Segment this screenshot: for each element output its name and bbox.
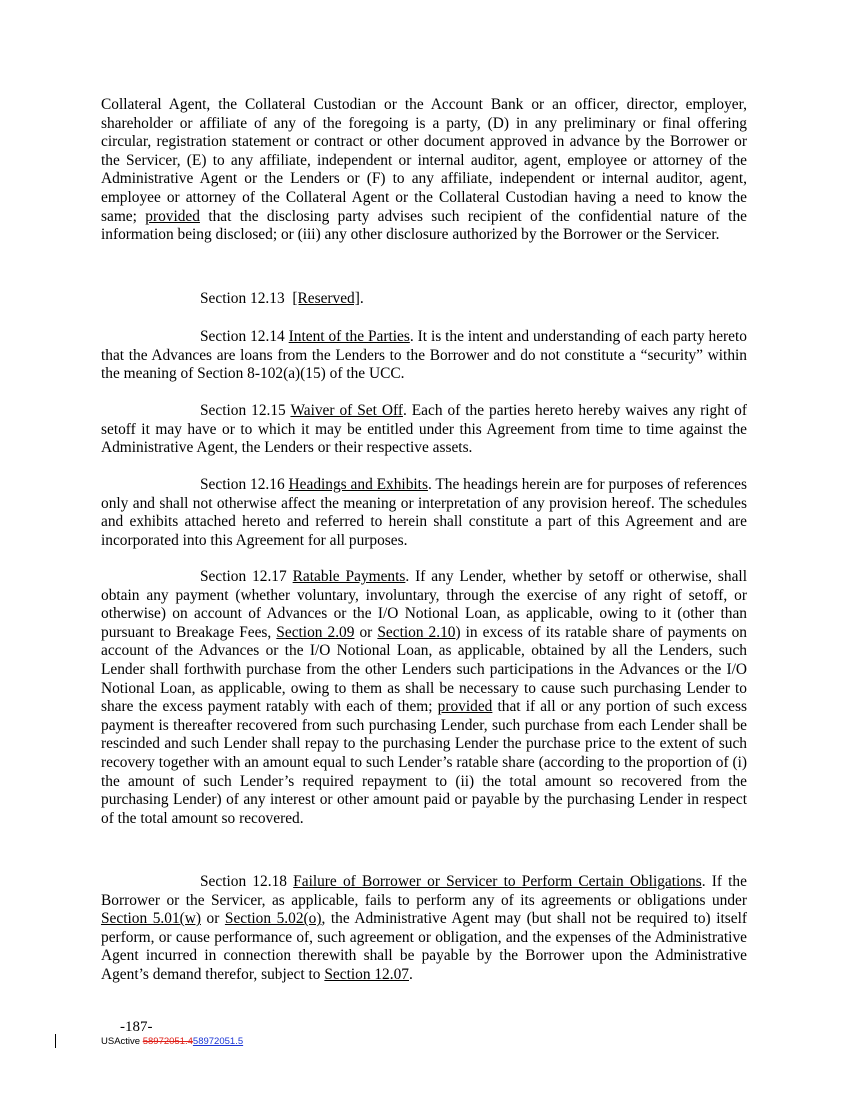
deleted-doc-id: 58972051.4 xyxy=(142,1036,193,1047)
section-heading: Intent of the Parties xyxy=(288,328,410,345)
section-text: , the Administrative Agent may (but shall not be required to) itself perform, or cause performance of, such agreement or obligation, and the expenses of the Administrative Agent incurred in connection therewith shall be payable by the Borrower upon the Administrative Agent’s demand therefor, subject to xyxy=(101,910,747,983)
section-text: . xyxy=(409,965,413,983)
section-12-16 xyxy=(101,476,747,550)
doc-id-prefix: USActive xyxy=(101,1036,143,1047)
section-heading: Headings and Exhibits xyxy=(288,476,428,493)
section-text: or xyxy=(201,910,225,928)
section-reference: Section 12.07 xyxy=(324,965,409,983)
section-reference: Section 5.01(w) xyxy=(101,910,201,928)
continuation-paragraph xyxy=(101,96,747,245)
section-number: Section 12.17 xyxy=(200,568,287,585)
paragraph-text: Collateral Agent, the Collateral Custodian or the Account Bank or an officer, director, employer, shareholder or affiliate of any of the foregoing is a party, (D) in any preliminary or final offering circular, registration statement or contract or other document approved in advance by the Borrower or the Servicer, (E) to any affiliate, independent or internal auditor, agent, employee or attorney of the Administrative Agent or the Lenders or (F) to any affiliate, independent or internal auditor, agent, employee or attorney of the Collateral Agent or the Collateral Custodian having a need to know the same; xyxy=(101,96,747,225)
section-text: . The headings herein are for purposes of references only and shall not otherwise affect the meaning or interpretation of any provision hereof. The schedules and exhibits attached hereto and referred to herein shall constitute a part of this Agreement and are incorporated into this Agreement for all purposes. xyxy=(101,476,747,549)
section-12-14 xyxy=(101,328,747,384)
change-bar xyxy=(55,1034,56,1048)
section-number: Section 12.15 xyxy=(200,402,286,419)
section-number: Section 12.16 xyxy=(200,476,285,493)
section-number: Section 12.13 xyxy=(200,290,285,307)
document-footer xyxy=(101,1036,243,1048)
provided-term: provided xyxy=(437,698,493,716)
section-heading: Failure of Borrower or Servicer to Perform Certain Obligations xyxy=(293,873,702,890)
section-reference: Section 2.09 xyxy=(276,623,355,641)
section-number: Section 12.18 xyxy=(200,873,287,890)
section-heading: Waiver of Set Off xyxy=(290,402,403,419)
section-text: ) in excess of its ratable share of payments on account of the Advances or the I/O Notional Loan, as applicable, obtained by all the Lenders, such Lender shall forthwith purchase from the other Lenders such participations in the Advances or the I/O Notional Loan, as applicable, owing to them as shall be necessary to cause such purchasing Lender to share the excess payment ratably with each of them; xyxy=(101,623,747,716)
section-text: . It is the intent and understanding of each party hereto that the Advances are loans from the Lenders to the Borrower and do not constitute a “security” within the meaning of Section 8-102(a)(15) of the UCC. xyxy=(101,328,747,383)
section-heading: [Reserved] xyxy=(292,290,360,307)
section-12-13 xyxy=(101,290,747,309)
section-text: . If the Borrower or the Servicer, as applicable, fails to perform any of its agreements or obligations under xyxy=(101,873,747,909)
section-12-17 xyxy=(101,568,747,828)
section-text: . xyxy=(359,290,364,307)
section-text: . If any Lender, whether by setoff or otherwise, shall obtain any payment (whether voluntary, involuntary, through the exercise of any right of setoff, or otherwise) on account of Advances or the I/O Notional Loan, as applicable, owing to it (other than pursuant to Breakage Fees, xyxy=(101,568,747,641)
section-text: that if all or any portion of such excess payment is thereafter recovered from such purchasing Lender, such purchase from each Lender shall be rescinded and such Lender shall repay to the purchasing Lender the purchase price to the extent of such recovery together with an amount equal to such Lender’s ratable share (according to the proportion of (i) the amount of such Lender’s required repayment to (ii) the total amount so recovered from the purchasing Lender) of any interest or other amount paid or payable by the purchasing Lender in respect of the total amount so recovered. xyxy=(101,698,747,827)
section-12-15 xyxy=(101,402,747,458)
section-heading: Ratable Payments xyxy=(292,568,406,585)
section-text: or xyxy=(354,623,378,641)
paragraph-text: that the disclosing party advises such recipient of the confidential nature of the information being disclosed; or (iii) any other disclosure authorized by the Borrower or the Servicer. xyxy=(101,207,747,244)
inserted-doc-id: 58972051.5 xyxy=(192,1036,244,1047)
section-reference: Section 5.02(o) xyxy=(224,910,322,928)
section-12-18 xyxy=(101,873,747,985)
provided-term: provided xyxy=(145,207,200,225)
section-number: Section 12.14 xyxy=(200,328,285,345)
section-reference: Section 2.10 xyxy=(377,623,456,641)
section-text: . Each of the parties hereto hereby waives any right of setoff it may have or to which it may be entitled under this Agreement from time to time against the Administrative Agent, the Lenders or their respective assets. xyxy=(101,402,747,457)
page-number: -187- xyxy=(120,1019,153,1035)
